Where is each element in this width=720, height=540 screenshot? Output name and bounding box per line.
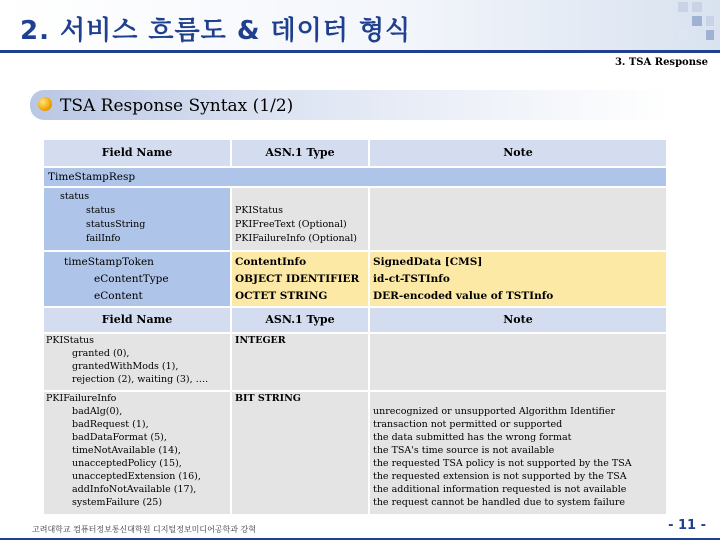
table-row bbox=[44, 392, 666, 514]
page-number: - 11 - bbox=[668, 518, 706, 533]
field-note: id-ct-TSTInfo bbox=[373, 273, 450, 285]
table-header-row bbox=[44, 140, 666, 166]
header-note: Note bbox=[503, 146, 533, 159]
field-name: addInfoNotAvailable (17), bbox=[72, 484, 197, 495]
field-timestamp-resp: TimeStampResp bbox=[48, 171, 136, 183]
field-note: SignedData [CMS] bbox=[373, 256, 483, 268]
header-asn1-type: ASN.1 Type bbox=[265, 146, 335, 159]
field-type: PKIFailureInfo (Optional) bbox=[235, 233, 358, 244]
header-asn1-type: ASN.1 Type bbox=[265, 313, 335, 326]
field-note: the requested TSA policy is not supported by the TSA bbox=[373, 458, 632, 469]
header-bar bbox=[0, 0, 720, 52]
field-name: PKIFailureInfo bbox=[46, 393, 117, 404]
field-note: the data submitted has the wrong format bbox=[373, 432, 572, 443]
decorative-squares bbox=[658, 2, 714, 46]
table-row bbox=[44, 334, 666, 390]
field-name: eContent bbox=[94, 290, 143, 302]
field-type: OCTET STRING bbox=[235, 290, 328, 302]
field-name: grantedWithMods (1), bbox=[72, 361, 179, 372]
field-name: badDataFormat (5), bbox=[72, 432, 167, 443]
field-note: transaction not permitted or supported bbox=[373, 419, 563, 430]
field-type: OBJECT IDENTIFIER bbox=[235, 273, 360, 285]
field-name: eContentType bbox=[94, 273, 169, 285]
table-row bbox=[44, 168, 666, 186]
field-name: status bbox=[86, 205, 116, 216]
syntax-title: TSA Response Syntax (1/2) bbox=[60, 96, 294, 116]
field-name: status bbox=[60, 191, 90, 202]
field-note: DER-encoded value of TSTInfo bbox=[373, 290, 554, 302]
footer-text: 고려대학교 컴퓨터정보통신대학원 디지털정보미디어공학과 강혁 bbox=[32, 525, 257, 534]
field-type: PKIStatus bbox=[235, 205, 284, 216]
field-type: INTEGER bbox=[235, 335, 286, 346]
field-note: the additional information requested is not available bbox=[373, 484, 627, 495]
field-note: the TSA's time source is not available bbox=[373, 445, 555, 456]
header-field-name: Field Name bbox=[101, 313, 173, 326]
header-note: Note bbox=[503, 313, 533, 326]
table-row bbox=[44, 188, 666, 250]
field-note: the requested extension is not supported by the TSA bbox=[373, 471, 627, 482]
field-name: timeNotAvailable (14), bbox=[72, 445, 181, 456]
section-label: 3. TSA Response bbox=[614, 57, 708, 68]
field-name: badRequest (1), bbox=[72, 419, 149, 430]
field-name: timeStampToken bbox=[64, 256, 154, 268]
field-note: unrecognized or unsupported Algorithm Identifier bbox=[373, 406, 616, 417]
field-name: failInfo bbox=[86, 233, 121, 244]
field-name: unacceptedPolicy (15), bbox=[72, 458, 182, 469]
header-field-name: Field Name bbox=[101, 146, 173, 159]
field-name: PKIStatus bbox=[46, 335, 95, 346]
table-row bbox=[44, 252, 666, 306]
field-name: granted (0), bbox=[72, 348, 130, 359]
field-name: systemFailure (25) bbox=[72, 497, 163, 508]
header-divider bbox=[0, 50, 720, 53]
page-title: 2. 서비스 흐름도 & 데이터 형식 bbox=[20, 16, 412, 46]
field-name: rejection (2), waiting (3), …. bbox=[72, 374, 209, 385]
field-name: badAlg(0), bbox=[72, 406, 123, 417]
field-type: ContentInfo bbox=[235, 256, 307, 268]
field-type: PKIFreeText (Optional) bbox=[235, 219, 347, 230]
bullet-icon bbox=[38, 97, 52, 111]
field-name: unacceptedExtension (16), bbox=[72, 471, 201, 482]
field-name: statusString bbox=[86, 219, 146, 230]
table-header-row bbox=[44, 308, 666, 332]
field-type: BIT STRING bbox=[235, 393, 301, 404]
field-note: the request cannot be handled due to system failure bbox=[373, 497, 626, 508]
